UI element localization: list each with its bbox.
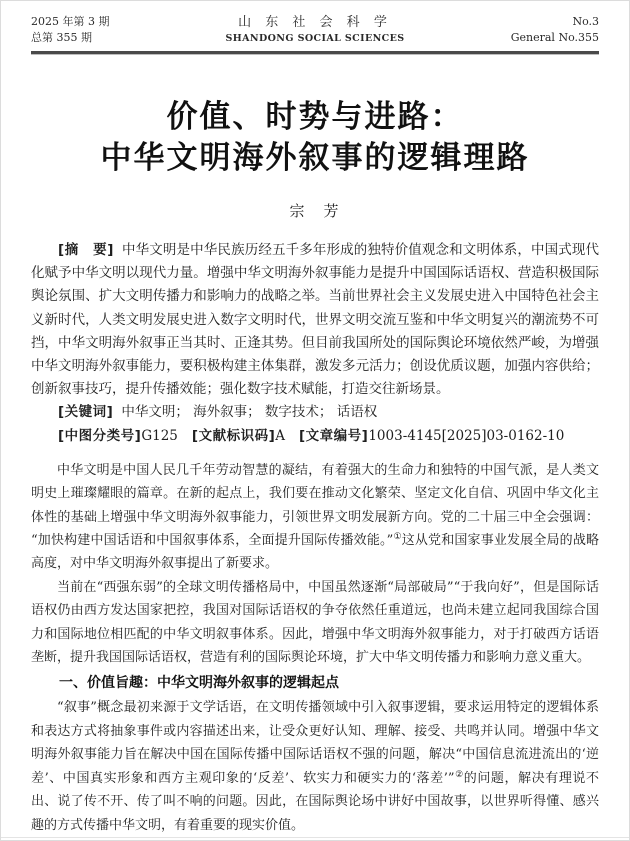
- article-no-group: [299, 428, 564, 444]
- issue-year-line: 2025 年第 3 期: [31, 15, 110, 28]
- journal-name-block: [141, 14, 489, 46]
- abstract-paragraph: [31, 239, 599, 401]
- keywords-label: [关键词]: [58, 404, 114, 421]
- issue-total-line: 总第 355 期: [31, 31, 92, 44]
- doc-code-group: [192, 428, 285, 444]
- paragraph-3-text-b: 的问题，解决有理说不出、说了传不开、传了叫不响的问题。因此，在国际舆论场中讲好中国故事，以世界听得懂、感兴趣的方式传播中华文明，有着重要的现实价值。: [31, 770, 599, 833]
- section-heading-1: 一、价值旨趣：中华文明海外叙事的逻辑起点: [59, 675, 339, 692]
- page-bottom-edge: [1, 837, 629, 838]
- doc-code-label: [文献标识码]: [191, 427, 276, 444]
- paragraph-2: 当前在“西强东弱”的全球文明传播格局中，中国虽然逐渐“局部破局”“于我向好”，但是国际话语权仍由西方发达国家把控，我国对国际话语权的争夺依然任重道远，也尚未建立起同我国综合国力和国际地位相匹配的中华文明叙事体系。因此，增强中华文明海外叙事能力，对于打破西方话语垄断，提升我国国际话语权，营造有利的国际舆论环境，扩大中华文明传播力和影响力意义重大。: [31, 579, 599, 666]
- footnote-marker-2: ②: [454, 769, 464, 780]
- issue-number-block: [489, 14, 599, 46]
- paragraph-1-text-a: 中华文明是中国人民几千年劳动智慧的凝结，有着强大的生命力和独特的中国气派，是人类文明史上璀璨耀眼的篇章。在新的起点上，我们要在推动文化繁荣、坚定文化自信、巩固中华文化主体性的基础上增强中华文明海外叙事能力，引领世界文明发展新方向。党的二十届三中全会强调：“加快构建中国话语和中国叙事体系，全面提升国际传播效能。”: [31, 462, 599, 549]
- paragraph-1-text-b: 这从党和国家事业发展全局的战略高度，对中华文明海外叙事提出了新要求。: [31, 533, 599, 572]
- article-title-line-2: 中华文明海外叙事的逻辑理路: [100, 140, 530, 176]
- paragraph-3-text-a: “叙事”概念最初来源于文学话语，在文明传播领域中引入叙事逻辑，要求运用特定的逻辑体系和表达方式将抽象事件或内容描述出来，让受众更好认知、理解、接受、共鸣并认同。增强中华文明海外叙事能力旨在解决中国在国际传播中国际话语权不强的问题，解决“中国信息流进流出的‘逆差’、中国真实形象和西方主观印象的‘反差’、软实力和硬实力的‘落差’”: [31, 700, 599, 786]
- journal-name-cn: 山 东 社 会 科 学: [238, 15, 392, 30]
- issue-general-no-line: General No.355: [510, 31, 599, 44]
- doc-code-value: A: [275, 427, 285, 444]
- article-title-line-1: 价值、时势与进路：: [166, 99, 464, 135]
- front-matter: [1, 239, 629, 448]
- article-meta-line: [31, 425, 599, 448]
- journal-running-head: [1, 1, 629, 46]
- journal-name-en: SHANDONG SOCIAL SCIENCES: [225, 33, 405, 44]
- keywords-line: [31, 401, 599, 424]
- abstract-text: 中华文明是中华民族历经五千多年形成的独特价值观念和文明体系，中国式现代化赋予中华文明以现代力量。增强中华文明海外叙事能力是提升中国国际话语权、营造积极国际舆论氛围、扩大文明传播力和影响力的战略之举。当前世界社会主义发展史进入中国特色社会主义新时代，人类文明发展史进入数字文明时代，世界文明交流互鉴和中华文明复兴的潮流势不可挡，中华文明海外叙事正当其时、正逢其势。但目前我国所处的国际舆论环境依然严峻，为增强中华文明海外叙事能力，要积极构建主体集群，激发多元活力；创设优质议题，加强内容供给；创新叙事技巧，提升传播效能；强化数字技术赋能，打造交往新场景。: [31, 242, 600, 398]
- article-no-value: 1003-4145[2025]03-0162-10: [368, 427, 565, 444]
- clc-label: [中图分类号]: [58, 427, 142, 444]
- article-title: [1, 97, 629, 179]
- paragraph-1: [31, 459, 599, 576]
- issue-info: [31, 14, 141, 46]
- keywords-text: 中华文明； 海外叙事； 数字技术； 话语权: [121, 404, 378, 421]
- clc-group: [58, 428, 178, 444]
- article-body: [1, 459, 629, 837]
- abstract-label: [摘 要]: [58, 242, 114, 258]
- author-name: 宗 芳: [289, 202, 341, 220]
- clc-value: G125: [141, 427, 178, 444]
- issue-no-line: No.3: [572, 15, 599, 28]
- footnote-marker-1: ①: [393, 532, 402, 543]
- header-divider-rule: [31, 51, 599, 55]
- article-no-label: [文章编号]: [299, 427, 369, 444]
- paragraph-3: [31, 696, 599, 836]
